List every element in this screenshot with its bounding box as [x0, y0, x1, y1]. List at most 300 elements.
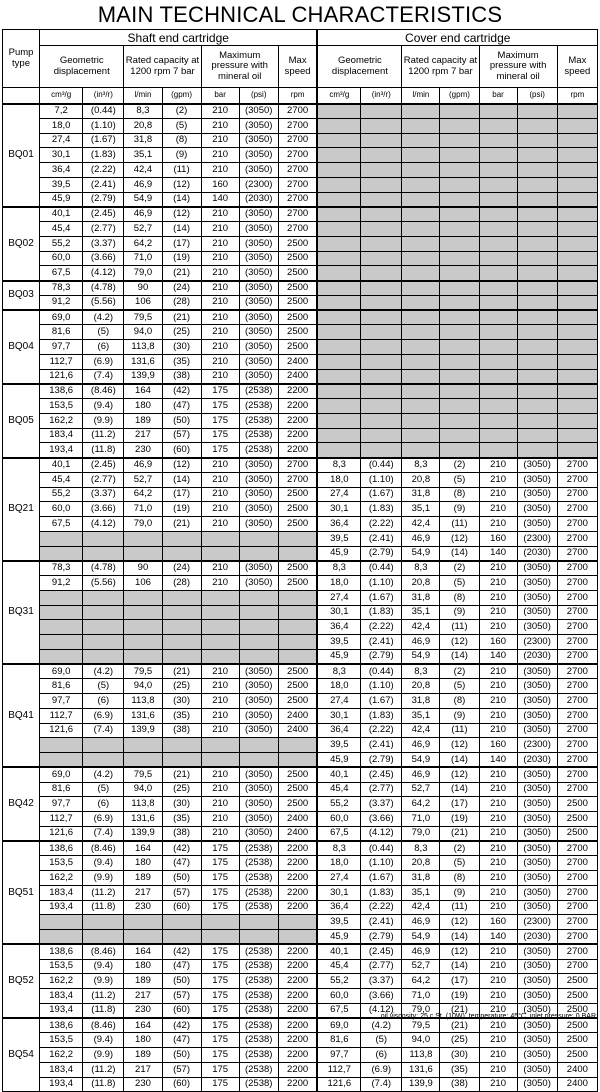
cover-value-cell: 160 — [479, 738, 517, 753]
table-row — [3, 369, 598, 384]
shaft-value-cell: (8.46) — [83, 1018, 124, 1033]
shaft-value-cell: (3050) — [239, 472, 278, 487]
shaft-value-cell: 2700 — [278, 222, 317, 237]
shaft-value-cell: 2500 — [278, 281, 317, 296]
cover-value-cell: 2700 — [557, 517, 597, 532]
cover-value-cell: 210 — [479, 871, 517, 886]
cover-value-cell: 54,9 — [402, 753, 440, 768]
shaft-value-cell: 2200 — [278, 841, 317, 856]
shaft-empty-cell — [162, 635, 201, 650]
cover-value-cell: 210 — [479, 900, 517, 915]
shaft-value-cell: 2400 — [278, 369, 317, 384]
shaft-value-cell: 55,2 — [40, 487, 83, 502]
table-row — [3, 664, 598, 679]
shaft-value-cell: 153,5 — [40, 399, 83, 414]
shaft-value-cell: 46,9 — [124, 458, 162, 473]
shaft-value-cell: (6) — [83, 797, 124, 812]
unit-cell: l/min — [124, 88, 162, 104]
table-row — [3, 679, 598, 694]
shaft-value-cell: (6) — [83, 694, 124, 709]
cover-value-cell: 79,0 — [402, 826, 440, 841]
cover-empty-cell — [440, 281, 479, 296]
shaft-value-cell: 52,7 — [124, 472, 162, 487]
cover-empty-cell — [557, 163, 597, 178]
cover-empty-cell — [317, 399, 360, 414]
shaft-value-cell: (3050) — [239, 325, 278, 340]
cover-value-cell: 2500 — [557, 1018, 597, 1033]
cover-value-cell: 210 — [479, 664, 517, 679]
shaft-empty-cell — [162, 753, 201, 768]
cover-empty-cell — [440, 399, 479, 414]
shaft-value-cell: (42) — [162, 944, 201, 959]
pump-type-cell: BQ41 — [3, 664, 40, 767]
cover-value-cell: 210 — [479, 708, 517, 723]
cover-empty-cell — [361, 295, 402, 310]
cover-value-cell: (3050) — [517, 487, 557, 502]
cover-value-cell: (3050) — [517, 1033, 557, 1048]
shaft-value-cell: 175 — [201, 399, 239, 414]
table-row — [3, 399, 598, 414]
shaft-empty-cell — [83, 649, 124, 664]
shaft-value-cell: (8.46) — [83, 841, 124, 856]
max-speed-header: Max speed — [278, 46, 317, 88]
shaft-value-cell: 230 — [124, 443, 162, 458]
cover-value-cell: (2) — [440, 841, 479, 856]
cover-value-cell: (3050) — [517, 1003, 557, 1018]
shaft-value-cell: (3050) — [239, 281, 278, 296]
shaft-value-cell: 121,6 — [40, 723, 83, 738]
shaft-value-cell: (3050) — [239, 487, 278, 502]
cover-value-cell: (3050) — [517, 517, 557, 532]
shaft-value-cell: (12) — [162, 207, 201, 222]
cover-value-cell: 67,5 — [317, 1003, 360, 1018]
page-title: MAIN TECHNICAL CHARACTERISTICS — [97, 2, 503, 27]
shaft-value-cell: 210 — [201, 310, 239, 325]
shaft-value-cell: (6) — [83, 340, 124, 355]
shaft-empty-cell — [201, 930, 239, 945]
shaft-empty-cell — [239, 546, 278, 561]
table-row — [3, 251, 598, 266]
shaft-value-cell: (2) — [162, 104, 201, 119]
table-row — [3, 295, 598, 310]
unit-cell: l/min — [402, 88, 440, 104]
cover-value-cell: (25) — [440, 1033, 479, 1048]
cover-value-cell: 39,5 — [317, 531, 360, 546]
cover-value-cell: (5) — [440, 576, 479, 591]
cover-empty-cell — [479, 428, 517, 443]
table-row — [3, 458, 598, 473]
table-row — [3, 104, 598, 119]
cover-value-cell: 2700 — [557, 458, 597, 473]
cover-value-cell: (8) — [440, 694, 479, 709]
cover-value-cell: 18,0 — [317, 856, 360, 871]
cover-value-cell: 2700 — [557, 531, 597, 546]
cover-empty-cell — [517, 133, 557, 148]
shaft-value-cell: 217 — [124, 885, 162, 900]
cover-empty-cell — [517, 192, 557, 207]
shaft-value-cell: 69,0 — [40, 767, 83, 782]
cover-value-cell: 210 — [479, 517, 517, 532]
cover-empty-cell — [557, 325, 597, 340]
cover-value-cell: (2300) — [517, 915, 557, 930]
cover-empty-cell — [402, 104, 440, 119]
cover-value-cell: 46,9 — [402, 635, 440, 650]
shaft-value-cell: 112,7 — [40, 812, 83, 827]
shaft-value-cell: 2700 — [278, 163, 317, 178]
table-row — [3, 738, 598, 753]
shaft-value-cell: (25) — [162, 782, 201, 797]
shaft-value-cell: 175 — [201, 1018, 239, 1033]
cover-empty-cell — [440, 177, 479, 192]
shaft-empty-cell — [162, 649, 201, 664]
shaft-value-cell: (24) — [162, 561, 201, 576]
unit-cell: (gpm) — [162, 88, 201, 104]
cover-empty-cell — [440, 428, 479, 443]
shaft-value-cell: 71,0 — [124, 502, 162, 517]
cover-empty-cell — [517, 148, 557, 163]
shaft-value-cell: (21) — [162, 266, 201, 281]
shaft-value-cell: (3050) — [239, 723, 278, 738]
shaft-value-cell: 2200 — [278, 856, 317, 871]
cover-empty-cell — [479, 236, 517, 251]
cover-value-cell: 2700 — [557, 738, 597, 753]
cover-empty-cell — [557, 251, 597, 266]
cover-empty-cell — [440, 354, 479, 369]
unit-cell-empty — [3, 88, 40, 104]
cover-empty-cell — [402, 177, 440, 192]
cover-value-cell: 210 — [479, 885, 517, 900]
cover-value-cell: (14) — [440, 782, 479, 797]
shaft-value-cell: 2500 — [278, 797, 317, 812]
shaft-value-cell: 131,6 — [124, 812, 162, 827]
shaft-value-cell: (30) — [162, 340, 201, 355]
shaft-value-cell: 2500 — [278, 325, 317, 340]
cover-value-cell: 210 — [479, 590, 517, 605]
cover-value-cell: 210 — [479, 826, 517, 841]
cover-empty-cell — [440, 413, 479, 428]
table-row — [3, 531, 598, 546]
shaft-empty-cell — [239, 649, 278, 664]
shaft-value-cell: (28) — [162, 576, 201, 591]
shaft-value-cell: (4.78) — [83, 561, 124, 576]
cover-empty-cell — [557, 369, 597, 384]
shaft-value-cell: 54,9 — [124, 192, 162, 207]
shaft-value-cell: (3050) — [239, 517, 278, 532]
shaft-value-cell: 2200 — [278, 1018, 317, 1033]
shaft-value-cell: 153,5 — [40, 959, 83, 974]
cover-value-cell: 36,4 — [317, 723, 360, 738]
cover-empty-cell — [517, 310, 557, 325]
shaft-empty-cell — [278, 930, 317, 945]
cover-value-cell: 210 — [479, 974, 517, 989]
cover-value-cell: (2300) — [517, 531, 557, 546]
cover-empty-cell — [517, 104, 557, 119]
cover-value-cell: 45,4 — [317, 782, 360, 797]
cover-value-cell: (1.10) — [361, 472, 402, 487]
shaft-value-cell: 69,0 — [40, 310, 83, 325]
table-row — [3, 192, 598, 207]
cover-empty-cell — [317, 251, 360, 266]
shaft-value-cell: (3050) — [239, 812, 278, 827]
shaft-value-cell: (57) — [162, 989, 201, 1004]
shaft-empty-cell — [201, 531, 239, 546]
table-row — [3, 236, 598, 251]
cover-value-cell: (4.12) — [361, 826, 402, 841]
shaft-value-cell: 210 — [201, 133, 239, 148]
shaft-empty-cell — [83, 590, 124, 605]
shaft-empty-cell — [124, 738, 162, 753]
cover-empty-cell — [361, 310, 402, 325]
shaft-empty-cell — [124, 590, 162, 605]
shaft-value-cell: 2200 — [278, 885, 317, 900]
cover-value-cell: 2700 — [557, 900, 597, 915]
table-row — [3, 826, 598, 841]
shaft-value-cell: (3050) — [239, 782, 278, 797]
shaft-empty-cell — [201, 738, 239, 753]
shaft-value-cell: (6.9) — [83, 354, 124, 369]
shaft-value-cell: (25) — [162, 325, 201, 340]
shaft-value-cell: (2300) — [239, 177, 278, 192]
pump-type-cell: BQ42 — [3, 767, 40, 841]
cover-value-cell: (11) — [440, 723, 479, 738]
shaft-value-cell: (42) — [162, 1018, 201, 1033]
cover-value-cell: (3050) — [517, 871, 557, 886]
max-speed-header: Max speed — [557, 46, 597, 88]
cover-value-cell: (3050) — [517, 797, 557, 812]
shaft-value-cell: 2200 — [278, 384, 317, 399]
cover-empty-cell — [440, 384, 479, 399]
shaft-empty-cell — [239, 620, 278, 635]
cover-empty-cell — [402, 428, 440, 443]
shaft-value-cell: (3050) — [239, 664, 278, 679]
cover-value-cell: 160 — [479, 531, 517, 546]
table-row — [3, 885, 598, 900]
cover-value-cell: (11) — [440, 620, 479, 635]
shaft-value-cell: 2400 — [278, 708, 317, 723]
shaft-empty-cell — [40, 635, 83, 650]
cover-value-cell: 140 — [479, 546, 517, 561]
shaft-end-header: Shaft end cartridge — [40, 30, 318, 46]
shaft-value-cell: (50) — [162, 413, 201, 428]
cover-empty-cell — [402, 281, 440, 296]
cover-empty-cell — [402, 207, 440, 222]
shaft-value-cell: (14) — [162, 472, 201, 487]
shaft-empty-cell — [40, 620, 83, 635]
shaft-empty-cell — [40, 930, 83, 945]
cover-value-cell: 2700 — [557, 590, 597, 605]
shaft-empty-cell — [162, 590, 201, 605]
cover-value-cell: 2700 — [557, 915, 597, 930]
shaft-value-cell: 175 — [201, 900, 239, 915]
cover-empty-cell — [479, 295, 517, 310]
shaft-value-cell: (2538) — [239, 841, 278, 856]
cover-value-cell: (8) — [440, 487, 479, 502]
shaft-value-cell: (3050) — [239, 207, 278, 222]
shaft-value-cell: 210 — [201, 340, 239, 355]
cover-value-cell: (3050) — [517, 974, 557, 989]
shaft-value-cell: 71,0 — [124, 251, 162, 266]
shaft-value-cell: 210 — [201, 118, 239, 133]
shaft-value-cell: 2500 — [278, 664, 317, 679]
cover-value-cell: 2700 — [557, 885, 597, 900]
shaft-value-cell: 210 — [201, 163, 239, 178]
cover-value-cell: (3050) — [517, 458, 557, 473]
shaft-value-cell: (0.44) — [83, 104, 124, 119]
table-row — [3, 782, 598, 797]
cover-value-cell: 8,3 — [317, 841, 360, 856]
geometric-displacement-header: Geometric displacement — [317, 46, 401, 88]
shaft-value-cell: 2500 — [278, 502, 317, 517]
shaft-value-cell: (47) — [162, 959, 201, 974]
shaft-value-cell: 210 — [201, 222, 239, 237]
cover-empty-cell — [317, 413, 360, 428]
cover-value-cell: (3050) — [517, 841, 557, 856]
shaft-empty-cell — [239, 635, 278, 650]
shaft-value-cell: (9.4) — [83, 399, 124, 414]
table-row — [3, 266, 598, 281]
cover-value-cell: (2.41) — [361, 738, 402, 753]
shaft-value-cell: (3.66) — [83, 502, 124, 517]
cover-value-cell: 71,0 — [402, 812, 440, 827]
cover-value-cell: 210 — [479, 1077, 517, 1092]
shaft-value-cell: (50) — [162, 1048, 201, 1063]
shaft-value-cell: (2538) — [239, 413, 278, 428]
cover-value-cell: (3050) — [517, 708, 557, 723]
cover-value-cell: 54,9 — [402, 546, 440, 561]
shaft-value-cell: 39,5 — [40, 177, 83, 192]
shaft-empty-cell — [124, 605, 162, 620]
rated-capacity-header: Rated capacity at 1200 rpm 7 bar — [124, 46, 201, 88]
cover-value-cell: (2030) — [517, 930, 557, 945]
shaft-value-cell: (4.78) — [83, 281, 124, 296]
cover-empty-cell — [361, 369, 402, 384]
shaft-value-cell: (2538) — [239, 1077, 278, 1092]
cover-value-cell: 210 — [479, 812, 517, 827]
shaft-value-cell: 210 — [201, 826, 239, 841]
shaft-value-cell: (2538) — [239, 1003, 278, 1018]
cover-empty-cell — [479, 222, 517, 237]
shaft-empty-cell — [278, 531, 317, 546]
cover-value-cell: (0.44) — [361, 458, 402, 473]
pump-type-cell: BQ04 — [3, 310, 40, 384]
cover-value-cell: (0.44) — [361, 841, 402, 856]
shaft-value-cell: 79,0 — [124, 266, 162, 281]
shaft-value-cell: 69,0 — [40, 664, 83, 679]
shaft-value-cell: 67,5 — [40, 517, 83, 532]
cover-value-cell: (30) — [440, 1048, 479, 1063]
shaft-value-cell: 217 — [124, 989, 162, 1004]
shaft-value-cell: 2500 — [278, 487, 317, 502]
shaft-value-cell: (2538) — [239, 443, 278, 458]
cover-value-cell: 210 — [479, 1033, 517, 1048]
cover-value-cell: (14) — [440, 546, 479, 561]
cover-empty-cell — [361, 251, 402, 266]
cover-value-cell: (3050) — [517, 1077, 557, 1092]
shaft-empty-cell — [162, 531, 201, 546]
shaft-empty-cell — [201, 605, 239, 620]
shaft-value-cell: 164 — [124, 944, 162, 959]
shaft-value-cell: 175 — [201, 443, 239, 458]
cover-empty-cell — [479, 413, 517, 428]
cover-value-cell: 45,9 — [317, 649, 360, 664]
shaft-value-cell: (4.2) — [83, 310, 124, 325]
shaft-value-cell: 164 — [124, 384, 162, 399]
table-row — [3, 472, 598, 487]
cover-empty-cell — [317, 325, 360, 340]
shaft-value-cell: 175 — [201, 871, 239, 886]
cover-empty-cell — [402, 192, 440, 207]
shaft-value-cell: 2200 — [278, 1062, 317, 1077]
table-row — [3, 517, 598, 532]
cover-value-cell: 210 — [479, 458, 517, 473]
cover-empty-cell — [440, 295, 479, 310]
cover-value-cell: 46,9 — [402, 738, 440, 753]
cover-value-cell: 2700 — [557, 561, 597, 576]
shaft-value-cell: 79,5 — [124, 767, 162, 782]
shaft-value-cell: (11.2) — [83, 885, 124, 900]
cover-empty-cell — [402, 399, 440, 414]
cover-value-cell: 79,0 — [402, 1003, 440, 1018]
table-row — [3, 576, 598, 591]
cover-empty-cell — [402, 310, 440, 325]
cover-value-cell: 36,4 — [317, 517, 360, 532]
shaft-value-cell: (9.9) — [83, 871, 124, 886]
cover-empty-cell — [440, 148, 479, 163]
cover-empty-cell — [479, 384, 517, 399]
table-row — [3, 163, 598, 178]
shaft-value-cell: 2400 — [278, 826, 317, 841]
cover-empty-cell — [557, 295, 597, 310]
cover-empty-cell — [517, 266, 557, 281]
cover-value-cell: 97,7 — [317, 1048, 360, 1063]
shaft-value-cell: (1.83) — [83, 148, 124, 163]
shaft-empty-cell — [124, 635, 162, 650]
table-row — [3, 1077, 598, 1092]
shaft-value-cell: (3050) — [239, 458, 278, 473]
cover-value-cell: 2500 — [557, 826, 597, 841]
shaft-value-cell: 2700 — [278, 458, 317, 473]
shaft-value-cell: (38) — [162, 369, 201, 384]
cover-empty-cell — [440, 340, 479, 355]
cover-empty-cell — [317, 148, 360, 163]
cover-value-cell: 67,5 — [317, 826, 360, 841]
shaft-value-cell: (9.9) — [83, 1048, 124, 1063]
cover-value-cell: (11) — [440, 900, 479, 915]
shaft-value-cell: (3.66) — [83, 251, 124, 266]
cover-empty-cell — [440, 222, 479, 237]
shaft-empty-cell — [278, 635, 317, 650]
shaft-value-cell: 210 — [201, 679, 239, 694]
cover-value-cell: (12) — [440, 915, 479, 930]
cover-empty-cell — [517, 399, 557, 414]
shaft-value-cell: 2700 — [278, 148, 317, 163]
cover-value-cell: (12) — [440, 531, 479, 546]
shaft-value-cell: (5.56) — [83, 576, 124, 591]
shaft-value-cell: (7.4) — [83, 723, 124, 738]
shaft-empty-cell — [124, 649, 162, 664]
shaft-value-cell: (21) — [162, 310, 201, 325]
shaft-empty-cell — [201, 915, 239, 930]
cover-empty-cell — [402, 443, 440, 458]
cover-value-cell: 2700 — [557, 723, 597, 738]
unit-cell: rpm — [278, 88, 317, 104]
shaft-empty-cell — [40, 649, 83, 664]
cover-value-cell: 46,9 — [402, 915, 440, 930]
shaft-value-cell: (38) — [162, 826, 201, 841]
shaft-value-cell: 131,6 — [124, 354, 162, 369]
shaft-empty-cell — [239, 753, 278, 768]
cover-empty-cell — [402, 163, 440, 178]
